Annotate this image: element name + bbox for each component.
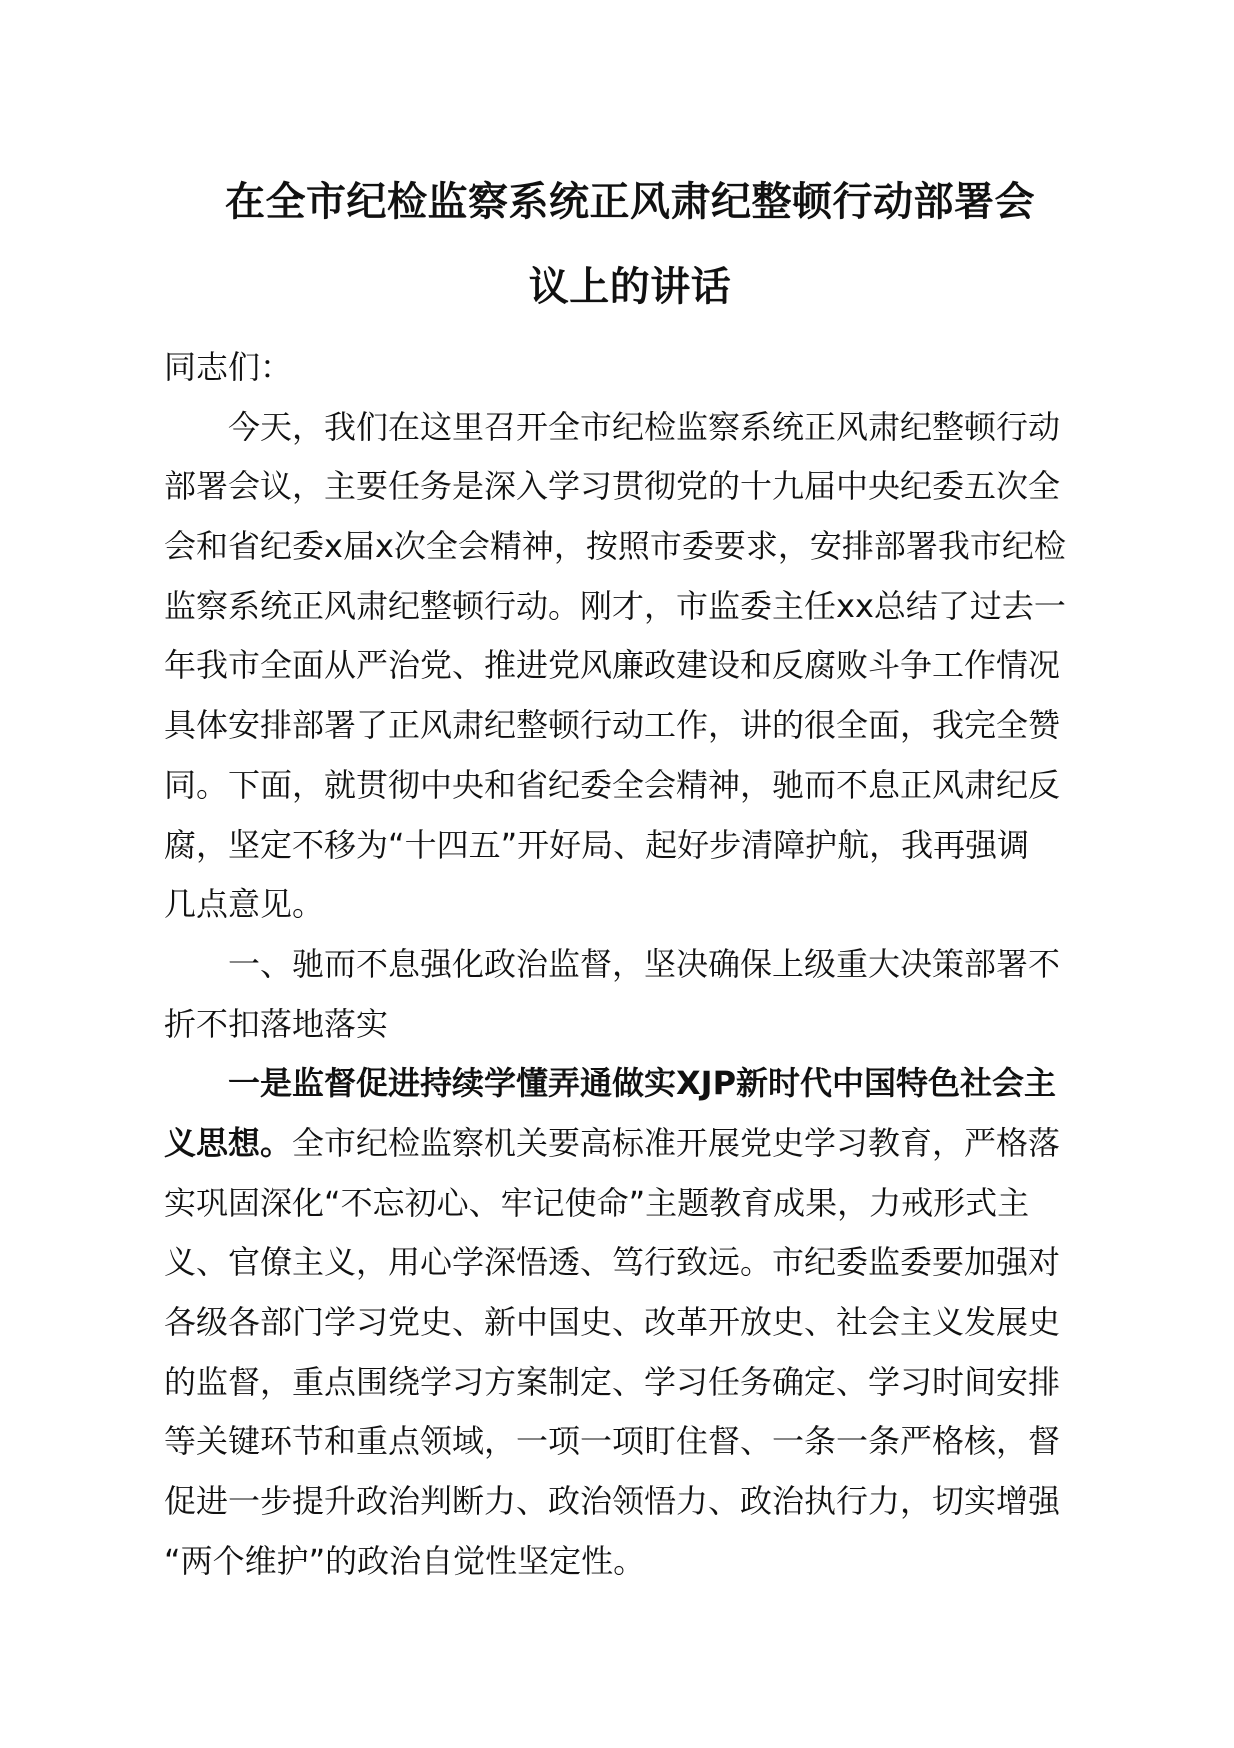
point-paragraph-line: “两个维护”的政治自觉性坚定性。 xyxy=(164,1541,646,1580)
point-heading-end: 义思想。 xyxy=(164,1123,293,1162)
document-title-line-2: 议上的讲话 xyxy=(528,264,732,310)
intro-paragraph-line: 年我市全面从严治党、推进党风廉政建设和反腐败斗争工作情况 xyxy=(164,646,1061,685)
salutation: 同志们： xyxy=(164,348,293,386)
intro-paragraph-line: 具体安排部署了正风肃纪整顿行动工作，讲的很全面，我完全赞 xyxy=(164,706,1061,745)
intro-paragraph-line: 几点意见。 xyxy=(164,885,325,924)
point-paragraph-line: 促进一步提升政治判断力、政治领悟力、政治执行力，切实增强 xyxy=(164,1482,1061,1521)
intro-paragraph-line: 腐，坚定不移为“十四五”开好局、起好步清障护航，我再强调 xyxy=(164,825,1030,864)
point-paragraph-line: 实巩固深化“不忘初心、牢记使命”主题教育成果，力戒形式主 xyxy=(164,1183,1030,1222)
section-heading-line: 一、驰而不息强化政治监督，坚决确保上级重大决策部署不 xyxy=(228,944,1061,983)
document-title-line-1: 在全市纪检监察系统正风肃纪整顿行动部署会 xyxy=(225,179,1035,225)
point-paragraph-line: 等关键环节和重点领域，一项一项盯住督、一条一条严格核，督 xyxy=(164,1422,1061,1461)
intro-paragraph-line: 监察系统正风肃纪整顿行动。刚才，市监委主任xx总结了过去一 xyxy=(164,586,1066,625)
intro-paragraph-line: 会和省纪委x届x次全会精神，按照市委要求，安排部署我市纪检 xyxy=(164,527,1066,566)
point-heading-line: 一是监督促进持续学懂弄通做实XJP新时代中国特色社会主 xyxy=(228,1064,1057,1103)
document-body xyxy=(164,338,1104,1591)
intro-paragraph-line: 部署会议，主要任务是深入学习贯彻党的十九届中央纪委五次全 xyxy=(164,467,1061,506)
section-heading-line: 折不扣落地落实 xyxy=(164,1004,389,1043)
point-paragraph-line xyxy=(164,1114,1104,1174)
point-paragraph-line: 义、官僚主义，用心学深悟透、笃行致远。市纪委监委要加强对 xyxy=(164,1243,1061,1282)
intro-paragraph-line: 同。下面，就贯彻中央和省纪委全会精神，驰而不息正风肃纪反 xyxy=(164,765,1061,804)
point-paragraph-line: 各级各部门学习党史、新中国史、改革开放史、社会主义发展史 xyxy=(164,1303,1061,1341)
point-paragraph-text: 全市纪检监察机关要高标准开展党史学习教育，严格落 xyxy=(292,1123,1061,1162)
point-paragraph-line: 的监督，重点围绕学习方案制定、学习任务确定、学习时间安排 xyxy=(164,1362,1061,1401)
intro-paragraph-line: 今天，我们在这里召开全市纪检监察系统正风肃纪整顿行动 xyxy=(228,407,1061,446)
